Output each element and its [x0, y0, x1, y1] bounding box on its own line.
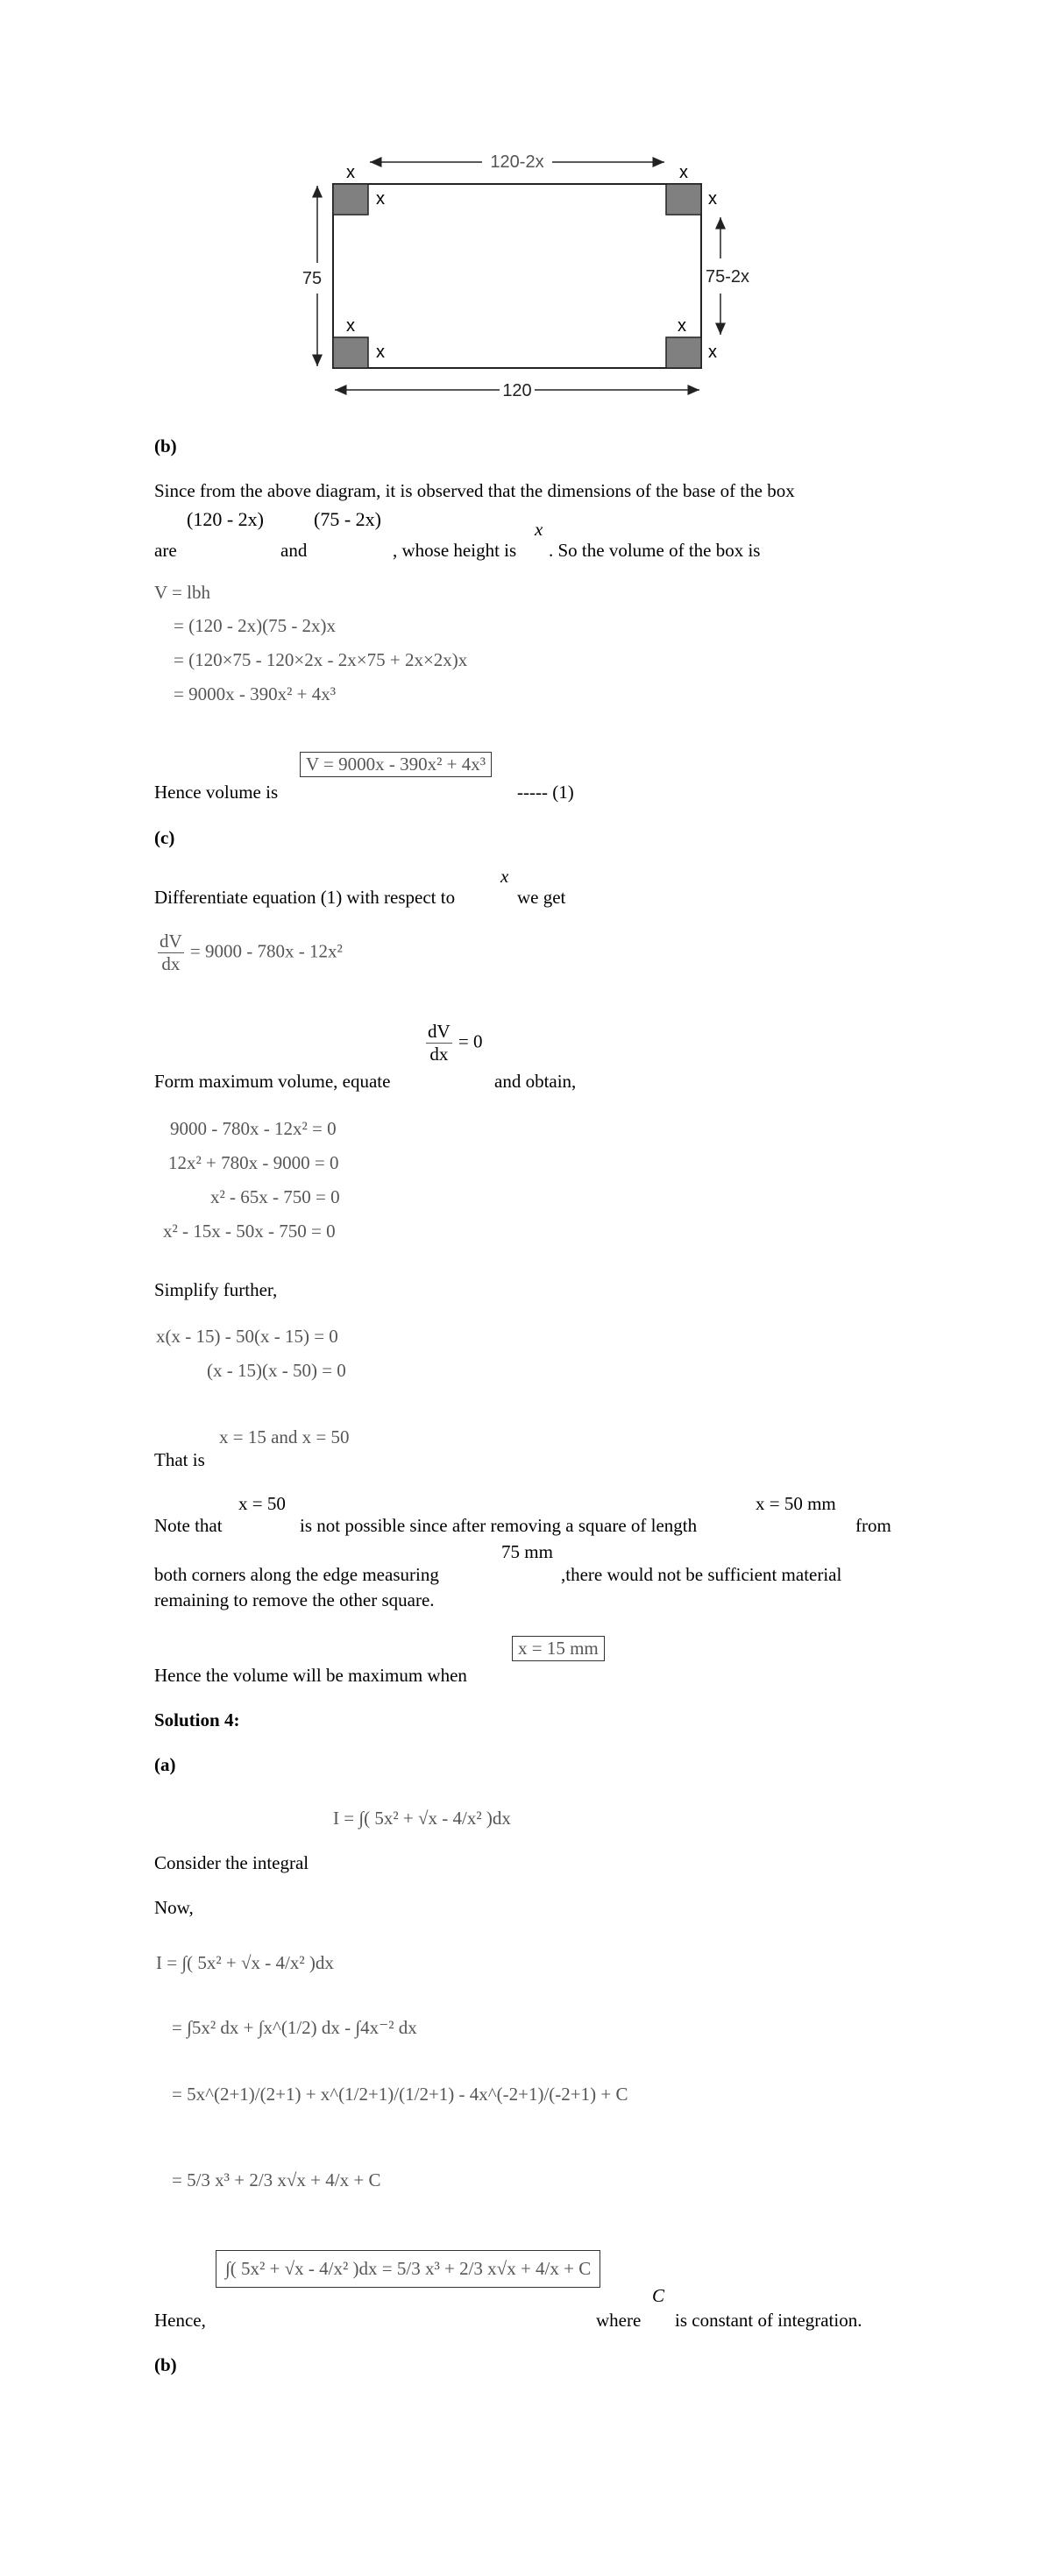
equation-reference: ----- (1)	[517, 782, 574, 803]
simplify-text: Simplify further,	[154, 1279, 278, 1300]
integral-definition: I = ∫( 5x² + √x - 4/x² )dx	[333, 1808, 511, 1829]
hence-max-text: Hence the volume will be maximum when	[154, 1665, 467, 1686]
quadratic-step-2: 12x² + 780x - 9000 = 0	[168, 1152, 339, 1173]
volume-eq-2: = (120 - 2x)(75 - 2x)x	[174, 615, 337, 636]
equate-denominator: dx	[429, 1044, 449, 1065]
are-text: are	[154, 540, 177, 561]
deriv-denominator: dx	[161, 953, 181, 975]
equate-numerator: dV	[426, 1021, 452, 1044]
corner-x-label: x	[346, 163, 355, 182]
is-constant-text: is constant of integration.	[675, 2310, 862, 2331]
corner-x-label: x	[708, 343, 717, 362]
box-net-diagram	[289, 140, 763, 403]
dimension-2: (75 - 2x)	[314, 508, 381, 530]
corner-x-label: x	[678, 316, 686, 336]
corner-x-label: x	[346, 316, 355, 336]
corner-square-br	[666, 337, 701, 368]
we-get-text: we get	[517, 887, 566, 908]
and-obtain-text: and obtain,	[494, 1071, 577, 1092]
bottom-length-label: 120	[502, 381, 532, 400]
hence-text: Hence,	[154, 2310, 206, 2331]
and-text: and	[280, 540, 308, 561]
integral-line-4: = 5/3 x³ + 2/3 x√x + 4/x + C	[172, 2169, 381, 2190]
part-b-paragraph: Since from the above diagram, it is observed that the dimensions of the base of the box	[154, 480, 795, 501]
from-text: from	[855, 1515, 891, 1536]
hence-volume-text: Hence volume is	[154, 782, 279, 803]
volume-boxed-result: V = 9000x - 390x² + 4x³	[300, 752, 492, 777]
quadratic-step-1: 9000 - 780x - 12x² = 0	[170, 1118, 337, 1139]
corner-square-bl	[333, 337, 368, 368]
wrt-variable: x	[500, 866, 509, 887]
final-integral-boxed: ∫( 5x² + √x - 4/x² )dx = 5/3 x³ + 2/3 x√x + 4/x + C	[216, 2250, 600, 2288]
volume-eq-1: V = lbh	[154, 582, 210, 603]
factor-step-1: x(x - 15) - 50(x - 15) = 0	[156, 1326, 338, 1347]
corner-x-label: x	[708, 189, 717, 209]
now-text: Now,	[154, 1897, 194, 1918]
note-value: x = 50	[238, 1493, 286, 1514]
remaining-text: remaining to remove the other square.	[154, 1589, 435, 1610]
note-that-text: Note that	[154, 1515, 223, 1536]
right-height-label: 75-2x	[705, 267, 750, 287]
that-is-text: That is	[154, 1449, 205, 1470]
solution-4-part-b: (b)	[154, 2354, 177, 2375]
left-height-label: 75	[302, 269, 323, 288]
part-b-heading: (b)	[154, 435, 177, 456]
both-corners-text: both corners along the edge measuring	[154, 1564, 439, 1585]
quadratic-step-3: x² - 65x - 750 = 0	[210, 1186, 340, 1207]
corner-x-label: x	[679, 163, 688, 182]
volume-eq-4: = 9000x - 390x² + 4x³	[174, 683, 337, 704]
factor-step-2: (x - 15)(x - 50) = 0	[207, 1360, 346, 1381]
max-volume-boxed: x = 15 mm	[512, 1636, 605, 1661]
form-max-text: Form maximum volume, equate	[154, 1071, 391, 1092]
there-would-text: ,there would not be sufficient material	[561, 1564, 842, 1585]
note-length: x = 50 mm	[756, 1493, 836, 1514]
equate-derivative	[424, 1021, 483, 1065]
dimension-1: (120 - 2x)	[187, 508, 264, 530]
consider-text: Consider the integral	[154, 1852, 309, 1873]
solutions-expression: x = 15 and x = 50	[219, 1426, 350, 1447]
integral-line-1: I = ∫( 5x² + √x - 4/x² )dx	[156, 1952, 334, 1973]
equate-rhs: = 0	[458, 1030, 483, 1052]
height-variable: x	[535, 519, 543, 540]
volume-eq-3: = (120×75 - 120×2x - 2x×75 + 2x×2x)x	[174, 649, 468, 670]
where-text: where	[596, 2310, 642, 2331]
edge-length: 75 mm	[501, 1541, 553, 1562]
sheet-rectangle	[333, 184, 701, 368]
top-length-label: 120-2x	[490, 152, 544, 172]
differentiate-text: Differentiate equation (1) with respect to	[154, 887, 456, 908]
derivative-expression	[156, 931, 343, 975]
corner-square-tr	[666, 184, 701, 215]
integral-line-3: = 5x^(2+1)/(2+1) + x^(1/2+1)/(1/2+1) - 4x^(-2+1)/(-2+1) + C	[172, 2084, 628, 2105]
deriv-rhs: = 9000 - 780x - 12x²	[189, 940, 343, 962]
solution-4-heading: Solution 4:	[154, 1709, 240, 1730]
whose-height-text: , whose height is	[393, 540, 517, 561]
corner-x-label: x	[376, 343, 385, 362]
corner-x-label: x	[376, 189, 385, 209]
deriv-numerator: dV	[158, 931, 184, 953]
part-c-heading: (c)	[154, 827, 175, 848]
quadratic-step-4: x² - 15x - 50x - 750 = 0	[163, 1221, 336, 1242]
integral-line-2: = ∫5x² dx + ∫x^(1/2) dx - ∫4x⁻² dx	[172, 2017, 417, 2038]
corner-square-tl	[333, 184, 368, 215]
note-middle-text: is not possible since after removing a square of length	[300, 1515, 698, 1536]
constant-variable: C	[652, 2285, 665, 2306]
solution-4-part-a: (a)	[154, 1754, 176, 1775]
so-volume-text: . So the volume of the box is	[549, 540, 761, 561]
